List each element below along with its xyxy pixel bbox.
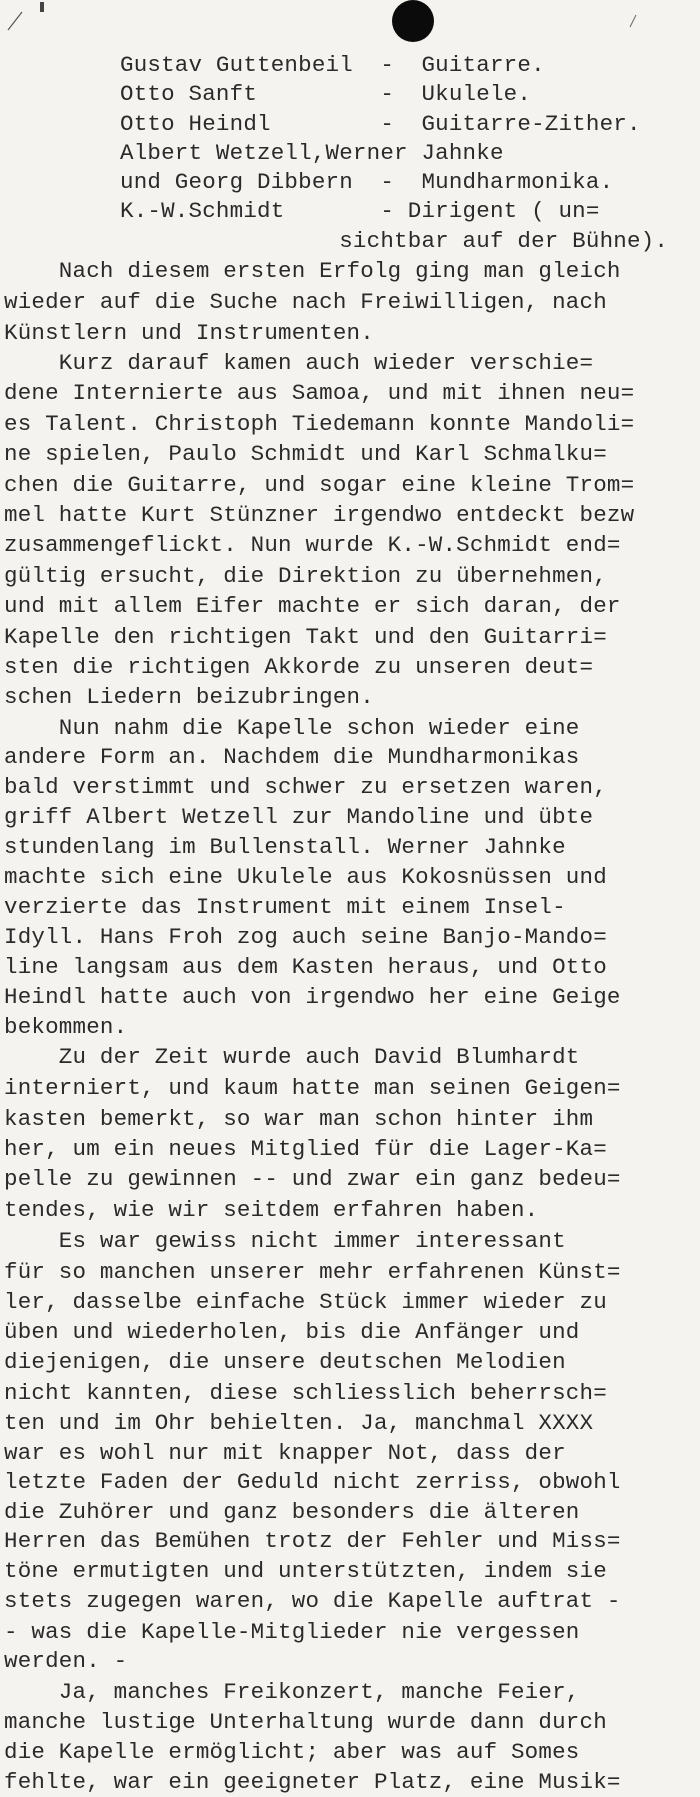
text-line: üben und wiederholen, bis die Anfänger und	[4, 1319, 580, 1345]
text-line: machte sich eine Ukulele aus Kokosnüssen und	[4, 864, 607, 890]
text-line: es Talent. Christoph Tiedemann konnte Mandoli=	[4, 411, 635, 437]
text-line: ne spielen, Paulo Schmidt und Karl Schmalku=	[4, 441, 607, 467]
text-line: sichtbar auf der Bühne).	[120, 228, 669, 254]
text-line: Künstlern und Instrumenten.	[4, 320, 374, 346]
text-line: her, um ein neues Mitglied für die Lager-Ka=	[4, 1136, 607, 1162]
text-line: Kapelle den richtigen Takt und den Guitarri=	[4, 624, 607, 650]
text-line: Herren das Bemühen trotz der Fehler und Miss=	[4, 1528, 621, 1554]
text-line: stundenlang im Bullenstall. Werner Jahnke	[4, 834, 566, 860]
text-line: andere Form an. Nachdem die Mundharmonikas	[4, 744, 580, 770]
pencil-tick-icon	[628, 14, 638, 28]
text-line: griff Albert Wetzell zur Mandoline und übte	[4, 804, 594, 830]
text-line: zusammengeflickt. Nun wurde K.-W.Schmidt end=	[4, 532, 621, 558]
text-line: kasten bemerkt, so war man schon hinter ihm	[4, 1106, 594, 1132]
text-line: diejenigen, die unsere deutschen Melodien	[4, 1349, 566, 1375]
text-line: stets zugegen waren, wo die Kapelle auftrat -	[4, 1588, 621, 1614]
text-line: wieder auf die Suche nach Freiwilligen, nach	[4, 289, 607, 315]
text-line: interniert, und kaum hatte man seinen Geigen=	[4, 1075, 621, 1101]
text-line: fehlte, war ein geeigneter Platz, eine Musik=	[4, 1769, 621, 1795]
text-line: Ja, manches Freikonzert, manche Feier,	[4, 1679, 580, 1705]
text-line: Gustav Guttenbeil - Guitarre.	[120, 52, 545, 78]
text-line: war es wohl nur mit knapper Not, dass der	[4, 1440, 566, 1466]
text-line: Albert Wetzell,Werner Jahnke	[120, 140, 504, 166]
text-line: chen die Guitarre, und sogar eine kleine Trom=	[4, 472, 635, 498]
text-line: Otto Heindl - Guitarre-Zither.	[120, 111, 641, 137]
text-line: ten und im Ohr behielten. Ja, manchmal XXXX	[4, 1410, 594, 1436]
text-line: Heindl hatte auch von irgendwo her eine Geige	[4, 984, 621, 1010]
text-line: ler, dasselbe einfache Stück immer wieder zu	[4, 1289, 607, 1315]
text-line: töne ermutigten und unterstützten, indem sie	[4, 1558, 607, 1584]
text-line: Es war gewiss nicht immer interessant	[4, 1228, 566, 1254]
text-line: bekommen.	[4, 1014, 128, 1040]
text-line: die Zuhörer und ganz besonders die älteren	[4, 1499, 580, 1525]
text-line: die Kapelle ermöglicht; aber was auf Somes	[4, 1739, 580, 1765]
text-line: Zu der Zeit wurde auch David Blumhardt	[4, 1044, 580, 1070]
ink-mark	[40, 2, 44, 12]
text-line: sten die richtigen Akkorde zu unseren deut=	[4, 654, 594, 680]
text-line: K.-W.Schmidt - Dirigent ( un=	[120, 198, 600, 224]
text-line: pelle zu gewinnen -- und zwar ein ganz bedeu=	[4, 1166, 621, 1192]
text-line: Idyll. Hans Froh zog auch seine Banjo-Mando=	[4, 924, 607, 950]
punch-hole	[392, 0, 434, 42]
text-line: tendes, wie wir seitdem erfahren haben.	[4, 1197, 539, 1223]
text-line: Kurz darauf kamen auch wieder verschie=	[4, 350, 594, 376]
text-line: Nach diesem ersten Erfolg ging man gleich	[4, 258, 621, 284]
text-line: dene Internierte aus Samoa, und mit ihnen neu=	[4, 380, 635, 406]
text-line: gültig ersucht, die Direktion zu übernehmen,	[4, 563, 607, 589]
text-line: manche lustige Unterhaltung wurde dann durch	[4, 1709, 607, 1735]
text-line: letzte Faden der Geduld nicht zerriss, obwohl	[4, 1469, 621, 1495]
text-line: verzierte das Instrument mit einem Insel-	[4, 894, 566, 920]
text-line: nicht kannten, diese schliesslich beherrsch=	[4, 1380, 607, 1406]
text-line: und Georg Dibbern - Mundharmonika.	[120, 169, 614, 195]
pencil-mark-icon	[6, 10, 24, 32]
text-line: und mit allem Eifer machte er sich daran, der	[4, 593, 621, 619]
text-line: - was die Kapelle-Mitglieder nie vergessen	[4, 1619, 580, 1645]
text-line: werden. -	[4, 1648, 128, 1674]
text-line: Otto Sanft - Ukulele.	[120, 81, 532, 107]
text-line: für so manchen unserer mehr erfahrenen Künst=	[4, 1259, 621, 1285]
text-line: Nun nahm die Kapelle schon wieder eine	[4, 715, 580, 741]
text-line: schen Liedern beizubringen.	[4, 684, 374, 710]
text-line: bald verstimmt und schwer zu ersetzen waren,	[4, 774, 607, 800]
text-line: mel hatte Kurt Stünzner irgendwo entdeckt bezw	[4, 502, 635, 528]
text-line: line langsam aus dem Kasten heraus, und Otto	[4, 954, 607, 980]
